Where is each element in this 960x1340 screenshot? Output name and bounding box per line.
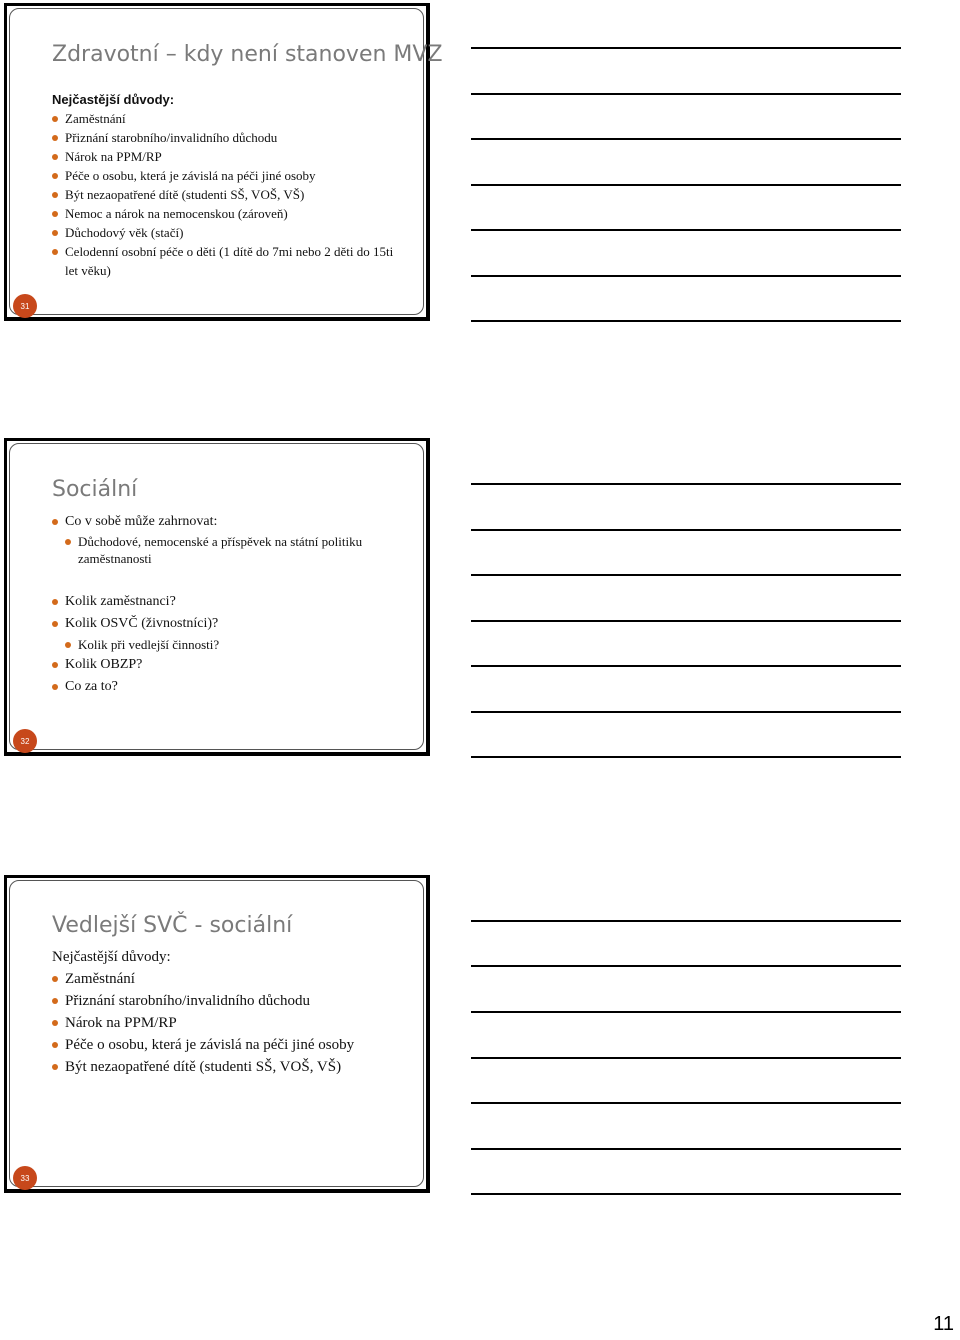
page-number: 11 [933,1313,954,1335]
note-line [471,184,901,186]
list-item: Péče o osobu, která je závislá na péči jiné osoby [52,166,406,185]
list-item: Co v sobě může zahrnovat: [52,512,406,531]
slide-32 [4,438,430,756]
note-line [471,1057,901,1059]
note-line [471,965,901,967]
list-item: Přiznání starobního/invalidního důchodu [52,128,406,147]
list-item: Být nezaopatřené dítě (studenti SŠ, VOŠ, VŠ) [52,1056,406,1078]
slide-body [52,90,406,280]
slide-body [52,512,406,698]
note-line [471,1148,901,1150]
slide-number-badge: 33 [13,1166,37,1190]
note-line [471,574,901,576]
note-line [471,483,901,485]
list-item: Kolik OBZP? [52,654,406,676]
list-item: Kolik zaměstnanci? [52,591,406,613]
list-heading: Nejčastější důvody: [52,949,171,965]
list-item: Péče o osobu, která je závislá na péči jiné osoby [52,1034,406,1056]
slide-number-badge: 31 [13,294,37,318]
note-line [471,756,901,758]
note-line [471,920,901,922]
list-heading: Nejčastější důvody: [52,92,175,107]
note-line [471,229,901,231]
list-item: Co za to? [52,676,406,698]
note-line [471,93,901,95]
note-line [471,47,901,49]
note-line [471,529,901,531]
list-item: Přiznání starobního/invalidního důchodu [52,990,406,1012]
list-item: Nárok na PPM/RP [52,1012,406,1034]
list-item: Důchodový věk (stačí) [52,223,406,242]
list-item: Kolik OSVČ (živnostníci)? [52,613,406,635]
slide-title: Vedlejší SVČ - sociální [52,913,293,938]
list-item: Důchodové, nemocenské a příspěvek na státní politiku zaměstnanosti [65,533,406,567]
note-line [471,620,901,622]
slide-number-badge: 32 [13,729,37,753]
slide-title: Zdravotní – kdy není stanoven MVZ [52,42,443,67]
list-item: Nárok na PPM/RP [52,147,406,166]
note-line [471,138,901,140]
list-item: Být nezaopatřené dítě (studenti SŠ, VOŠ, VŠ) [52,185,406,204]
slide-title: Sociální [52,477,138,502]
note-line [471,1102,901,1104]
note-line [471,1193,901,1195]
slide-31 [4,3,443,321]
slide-33 [4,875,430,1193]
list-item: Nemoc a nárok na nemocenskou (zároveň) [52,204,406,223]
note-line [471,665,901,667]
list-item: Kolik při vedlejší činnosti? [65,635,406,654]
note-line [471,275,901,277]
list-item: Zaměstnání [52,968,406,990]
list-item: Zaměstnání [52,109,406,128]
note-line [471,1011,901,1013]
list-item: Celodenní osobní péče o děti (1 dítě do 7mi nebo 2 děti do 15ti let věku) [52,242,406,280]
slide-body [52,946,406,1078]
note-line [471,320,901,322]
note-line [471,711,901,713]
